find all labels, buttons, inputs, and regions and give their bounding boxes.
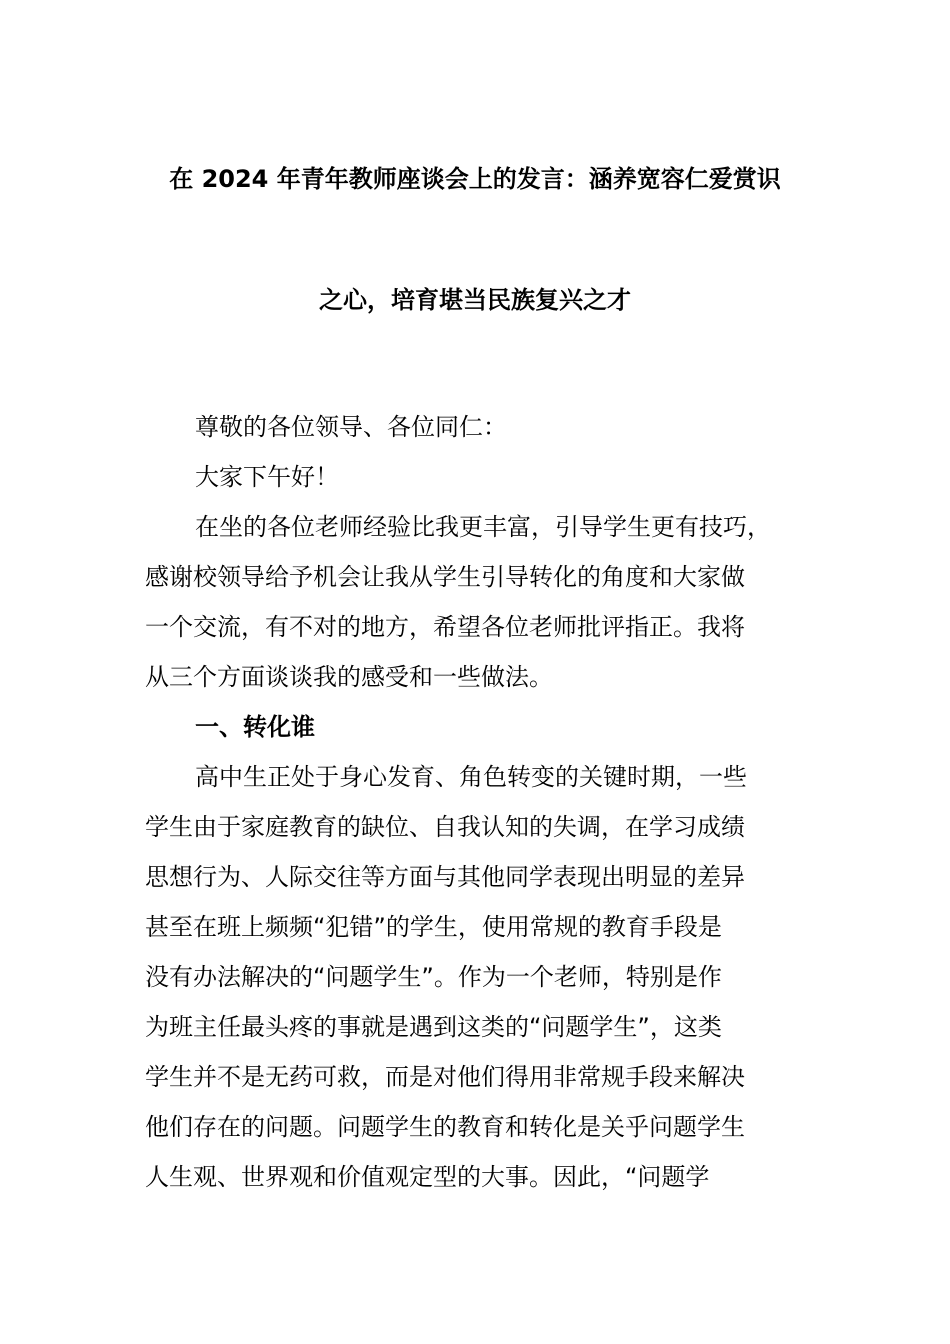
document-title-line-1: 在 2024 年青年教师座谈会上的发言：涵养宽容仁爱赏识 [169,165,781,193]
paragraph-line: 思想行为、人际交往等方面与其他同学表现出明显的差异 [145,863,745,891]
salutation: 尊敬的各位领导、各位同仁： [195,413,507,441]
paragraph-line: 为班主任最头疼的事就是遇到这类的“问题学生”，这类 [145,1013,722,1041]
paragraph-line: 学生由于家庭教育的缺位、自我认知的失调，在学习成绩 [145,813,745,841]
paragraph-line: 甚至在班上频频“犯错”的学生，使用常规的教育手段是 [145,913,722,941]
paragraph-line: 没有办法解决的“问题学生”。作为一个老师，特别是作 [145,963,722,991]
document-body [145,402,825,1202]
paragraph-line: 从三个方面谈谈我的感受和一些做法。 [145,663,553,691]
document-title-line-2: 之心，培育堪当民族复兴之才 [319,286,631,314]
paragraph-line: 他们存在的问题。问题学生的教育和转化是关乎问题学生 [145,1113,745,1141]
paragraph-line: 高中生正处于身心发育、角色转变的关键时期，一些 [195,763,747,791]
paragraph-line: 感谢校领导给予机会让我从学生引导转化的角度和大家做 [145,563,745,591]
greeting: 大家下午好！ [195,463,339,491]
section-heading: 一、转化谁 [195,713,315,741]
paragraph-line: 一个交流，有不对的地方，希望各位老师批评指正。我将 [145,613,745,641]
paragraph-line: 人生观、世界观和价值观定型的大事。因此，“问题学 [145,1163,710,1191]
paragraph-line: 学生并不是无药可救，而是对他们得用非常规手段来解决 [145,1063,745,1091]
paragraph-line: 在坐的各位老师经验比我更丰富，引导学生更有技巧， [195,513,771,541]
